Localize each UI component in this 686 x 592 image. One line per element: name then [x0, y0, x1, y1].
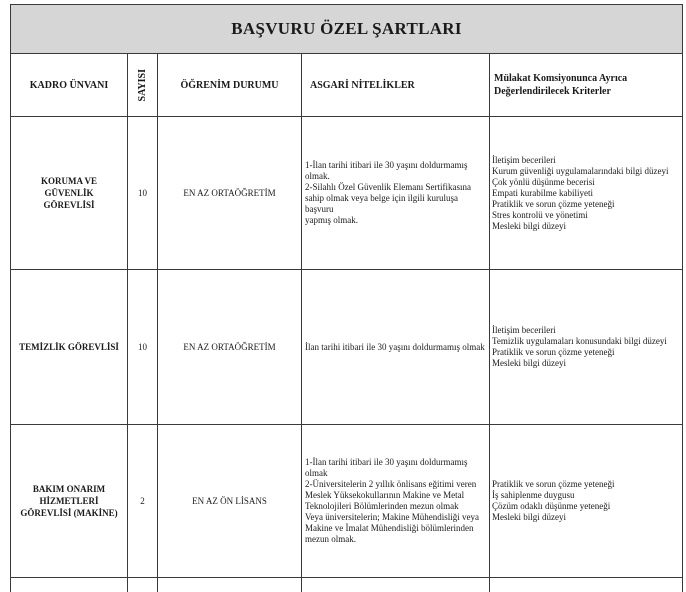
- ogrenim-cell: EN AZ ÖN LİSANS: [158, 425, 302, 578]
- ogrenim-cell: EN AZ ORTAÖĞRETİM: [158, 270, 302, 425]
- table-row: [11, 117, 683, 270]
- kriter-line: Pratiklik ve sorun çözme yeteneği: [492, 347, 682, 358]
- asgari-line: 2-Silahlı Özel Güvenlik Elemanı Sertifikasına: [305, 182, 485, 193]
- asgari-line: Meslek Yüksekokullarının Makine ve Metal: [305, 490, 485, 501]
- kriter-line: Stres kontrolü ve yönetimi: [492, 210, 682, 221]
- kadro-line: GÖREVLİSİ: [17, 199, 121, 211]
- sayisi-cell: 10: [128, 117, 158, 270]
- header-asgari-nitelikler: ASGARİ NİTELİKLER: [302, 54, 490, 117]
- header-mulakat-line-1: Mülakat Komsiyonunca Ayrıca: [494, 72, 682, 85]
- table-continuation-row: [11, 578, 683, 592]
- kriter-line: Empati kurabilme kabiliyeti: [492, 188, 682, 199]
- asgari-line: olmak: [305, 468, 485, 479]
- kriter-line: Pratiklik ve sorun çözme yeteneği: [492, 199, 682, 210]
- kriterler-cell: [490, 270, 683, 425]
- asgari-line: 1-İlan tarihi itibari ile 30 yaşını doldurmamış: [305, 457, 485, 468]
- kriter-line: Mesleki bilgi düzeyi: [492, 358, 682, 369]
- document-page: [10, 4, 682, 581]
- kadro-line: HİZMETLERİ: [17, 495, 121, 507]
- kriter-line: Çözüm odaklı düşünme yeteneği: [492, 501, 682, 512]
- sayisi-cell: 2: [128, 425, 158, 578]
- ogrenim-cell: EN AZ ORTAÖĞRETİM: [158, 117, 302, 270]
- header-mulakat-line-2: Değerlendirilecek Kriterler: [494, 85, 682, 98]
- asgari-line: mezun olmak.: [305, 534, 485, 545]
- table-row: [11, 270, 683, 425]
- asgari-line: 2-Üniversitelerin 2 yıllık önlisans eğitimi veren: [305, 479, 485, 490]
- table-row: [11, 425, 683, 578]
- kriter-line: Kurum güvenliği uygulamalarındaki bilgi düzeyi: [492, 166, 682, 177]
- kadro-line: KORUMA VE GÜVENLİK: [17, 175, 121, 199]
- kadro-line: GÖREVLİSİ (MAKİNE): [17, 507, 121, 519]
- asgari-line: Veya üniversitelerin; Makine Mühendisliği veya: [305, 512, 485, 523]
- kriter-line: Çok yönlü düşünme becerisi: [492, 177, 682, 188]
- asgari-line: olmak.: [305, 171, 485, 182]
- kriter-line: İletişim becerileri: [492, 155, 682, 166]
- asgari-line: yapmış olmak.: [305, 215, 485, 226]
- kriter-line: Mesleki bilgi düzeyi: [492, 512, 682, 523]
- kriter-line: Mesleki bilgi düzeyi: [492, 221, 682, 232]
- requirements-table: [10, 4, 683, 592]
- asgari-cell: [302, 270, 490, 425]
- asgari-line: Teknolojileri Bölümlerinden mezun olmak: [305, 501, 485, 512]
- table-title: BAŞVURU ÖZEL ŞARTLARI: [11, 5, 683, 54]
- header-mulakat-kriterleri: [490, 54, 683, 117]
- header-row: [11, 54, 683, 117]
- kadro-unvani-cell: [11, 270, 128, 425]
- kriter-line: Pratiklik ve sorun çözme yeteneği: [492, 479, 682, 490]
- asgari-cell: [302, 425, 490, 578]
- asgari-cell: [302, 117, 490, 270]
- kriterler-cell: [490, 425, 683, 578]
- asgari-line: 1-İlan tarihi itibari ile 30 yaşını doldurmamış: [305, 160, 485, 171]
- kriter-line: İletişim becerileri: [492, 325, 682, 336]
- sayisi-cell: 10: [128, 270, 158, 425]
- kriter-line: Temizlik uygulamaları konusundaki bilgi düzeyi: [492, 336, 682, 347]
- kadro-unvani-cell: [11, 117, 128, 270]
- asgari-line: İlan tarihi itibari ile 30 yaşını doldurmamış olmak: [305, 342, 485, 353]
- asgari-line: Makine ve İmalat Mühendisliği bölümlerinden: [305, 523, 485, 534]
- kriterler-cell: [490, 117, 683, 270]
- kriter-line: İş sahiplenme duygusu: [492, 490, 682, 501]
- header-sayisi-cell: [128, 54, 158, 117]
- kadro-unvani-cell: [11, 425, 128, 578]
- header-ogrenim-durumu: ÖĞRENİM DURUMU: [158, 54, 302, 117]
- header-sayisi: SAYISI: [137, 69, 148, 101]
- kadro-line: TEMİZLİK GÖREVLİSİ: [17, 341, 121, 353]
- kadro-line: BAKIM ONARIM: [17, 483, 121, 495]
- asgari-line: sahip olmak veya belge için ilgili kuruluşa başvuru: [305, 193, 485, 215]
- header-kadro-unvani: KADRO ÜNVANI: [11, 54, 128, 117]
